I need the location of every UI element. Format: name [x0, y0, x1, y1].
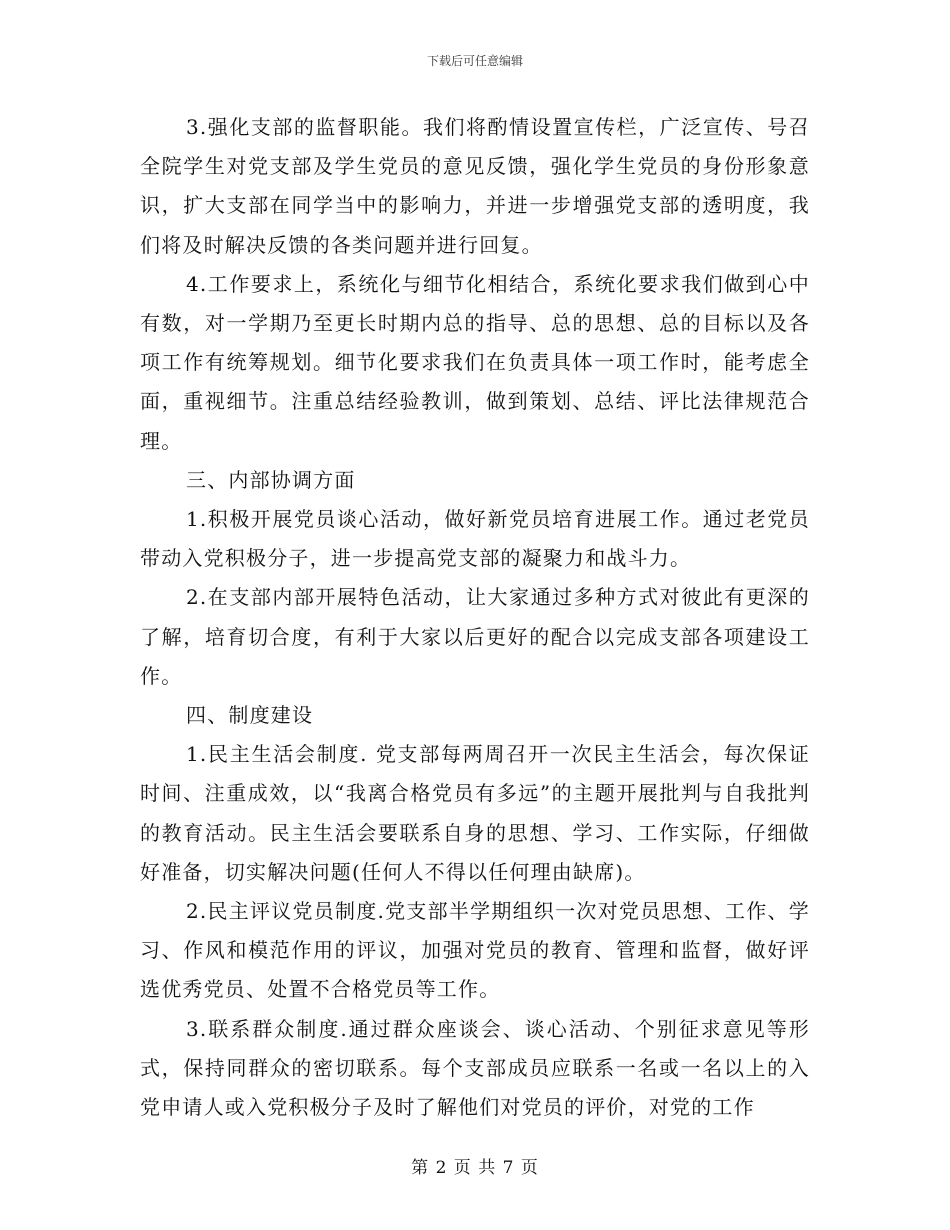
paragraph-work-requirements: 4.工作要求上，系统化与细节化相结合，系统化要求我们做到心中有数，对一学期乃至更长时期内总的指导、总的思想、总的目标以及各项工作有统筹规划。细节化要求我们在负责具体一项工作时，能考虑全面，重视细节。注重总结经验教训，做到策划、总结、评比法律规范合理。: [140, 271, 810, 453]
paragraph-special-activities: 2.在支部内部开展特色活动，让大家通过多种方式对彼此有更深的了解，培育切合度，有利于大家以后更好的配合以完成支部各项建设工作。: [140, 585, 810, 688]
section-heading-internal-coordination: 三、内部协调方面: [186, 467, 356, 492]
document-body: [140, 108, 810, 1127]
paragraph-democratic-evaluation: 2.民主评议党员制度.党支部半学期组织一次对党员思想、工作、学习、作风和模范作用的评议，加强对党员的教育、管理和监督，做好评选优秀党员、处置不合格党员等工作。: [140, 899, 810, 1002]
paragraph-supervision: 3.强化支部的监督职能。我们将酌情设置宣传栏，广泛宣传、号召全院学生对党支部及学生党员的意见反馈，强化学生党员的身份形象意识，扩大支部在同学当中的影响力，并进一步增强党支部的透明度，我们将及时解决反馈的各类问题并进行回复。: [140, 115, 810, 257]
page-header: 下载后可任意编辑: [426, 54, 523, 68]
paragraph-mass-contact: 3.联系群众制度.通过群众座谈会、谈心活动、个别征求意见等形式，保持同群众的密切联系。每个支部成员应联系一名或一名以上的入党申请人或入党积极分子及时了解他们对党员的评价，对党的工作: [140, 1016, 810, 1120]
paragraph-democratic-life-meeting: 1.民主生活会制度. 党支部每两周召开一次民主生活会，每次保证时间、注重成效，以“我离合格党员有多远”的主题开展批判与自我批判的教育活动。民主生活会要联系自身的思想、学习、工作实际，仔细做好准备，切实解决问题(任何人不得以任何理由缺席)。: [140, 742, 810, 884]
section-heading-system-building: 四、制度建设: [186, 703, 314, 728]
paragraph-heart-to-heart: 1.积极开展党员谈心活动，做好新党员培育进展工作。通过老党员带动入党积极分子，进一步提高党支部的凝聚力和战斗力。: [140, 507, 810, 571]
page-number: 第 2 页 共 7 页: [411, 1158, 539, 1178]
